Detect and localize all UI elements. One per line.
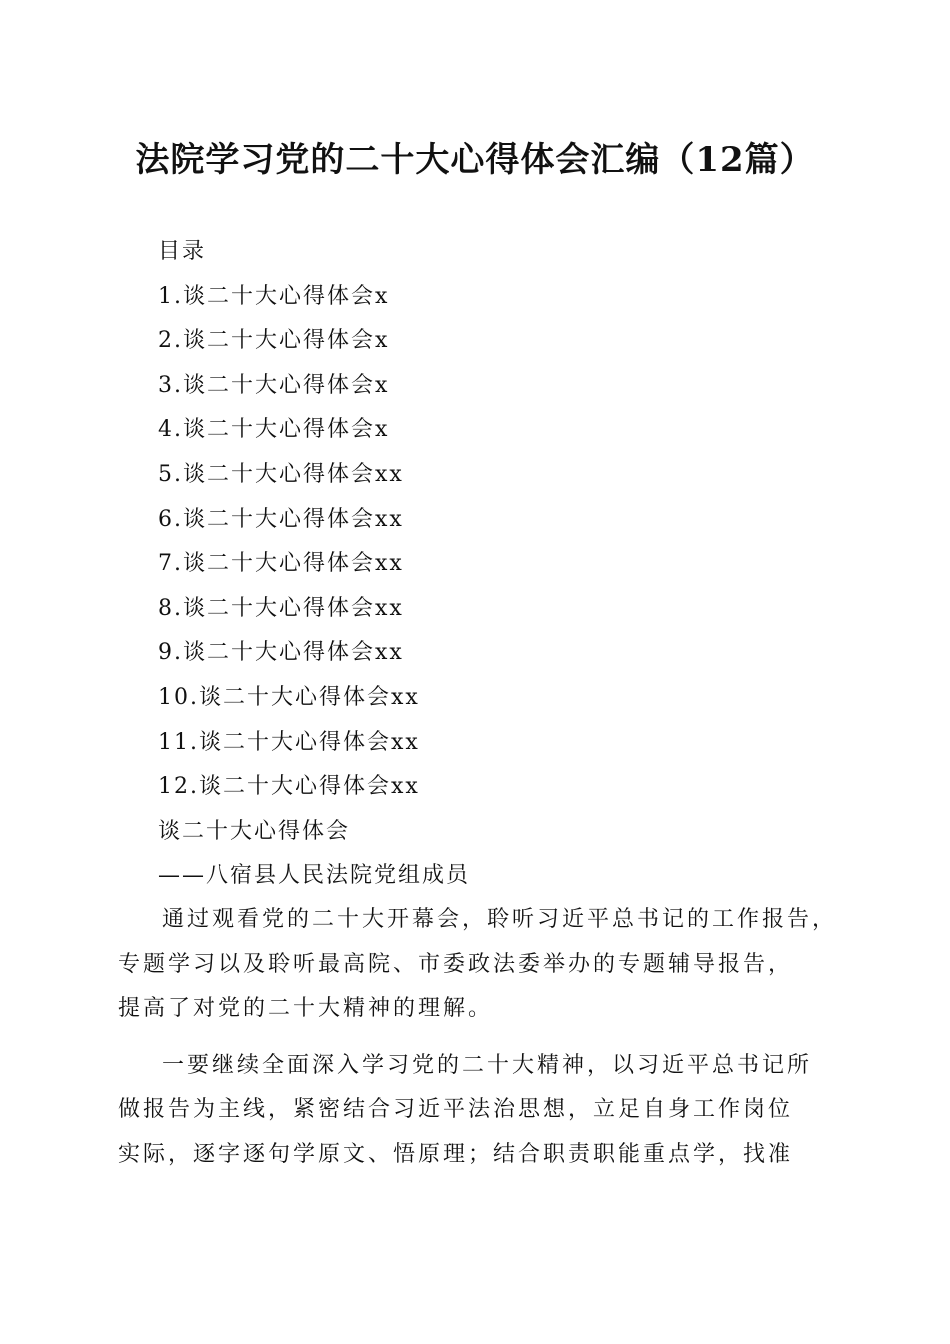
toc-item: 1.谈二十大心得体会x xyxy=(158,283,390,309)
paragraph-line: 提高了对党的二十大精神的理解。 xyxy=(118,996,494,1022)
paragraph-line: 实际，逐字逐句学原文、悟原理；结合职责职能重点学，找准 xyxy=(118,1141,794,1167)
paragraph-line: 通过观看党的二十大开幕会，聆听习近平总书记的工作报告， xyxy=(162,907,838,932)
toc-item: 9.谈二十大心得体会xx xyxy=(158,640,404,666)
toc-item: 3.谈二十大心得体会x xyxy=(158,372,390,398)
paragraph-line: 专题学习以及聆听最高院、市委政法委举办的专题辅导报告， xyxy=(118,951,794,977)
document-title: 法院学习党的二十大心得体会汇编（12篇） xyxy=(135,140,815,180)
toc-item: 2.谈二十大心得体会x xyxy=(158,328,390,354)
toc-item: 11.谈二十大心得体会xx xyxy=(158,729,420,755)
table-of-contents xyxy=(158,230,838,899)
toc-item: 7.谈二十大心得体会xx xyxy=(158,551,404,577)
section-title: 谈二十大心得体会 xyxy=(158,818,351,844)
toc-item: 8.谈二十大心得体会xx xyxy=(158,595,404,621)
toc-heading: 目录 xyxy=(158,239,207,264)
paragraph xyxy=(118,898,838,1032)
paragraph-line: 做报告为主线，紧密结合习近平法治思想，立足自身工作岗位 xyxy=(118,1097,794,1123)
toc-item: 10.谈二十大心得体会xx xyxy=(158,684,420,710)
paragraph xyxy=(118,1044,838,1178)
toc-item: 4.谈二十大心得体会x xyxy=(158,417,390,443)
toc-item: 6.谈二十大心得体会xx xyxy=(158,506,404,532)
body-text xyxy=(118,898,838,1190)
section-author: ——八宿县人民法院党组成员 xyxy=(158,863,471,889)
toc-item: 5.谈二十大心得体会xx xyxy=(158,461,404,487)
paragraph-line: 一要继续全面深入学习党的二十大精神，以习近平总书记所 xyxy=(162,1052,813,1078)
toc-item: 12.谈二十大心得体会xx xyxy=(158,774,420,800)
